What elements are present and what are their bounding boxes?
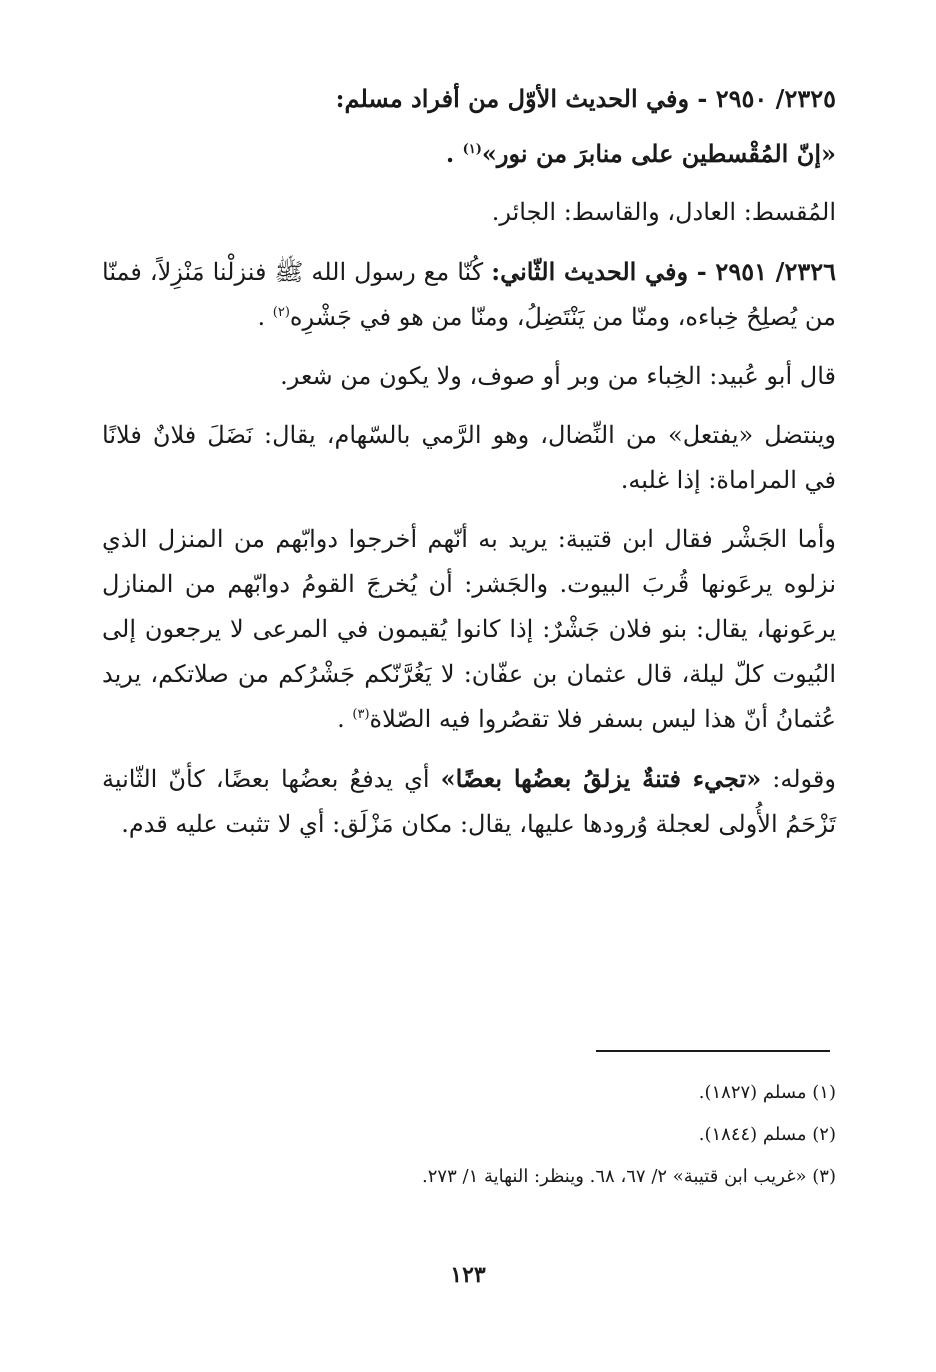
- page-number: ١٢٣: [450, 1262, 486, 1288]
- fitna-text: أي يدفعُ بعضُها بعضًا، كأنّ الثّانية تَزْحَمُ الأُولى لعجلة وُرودها عليها، يقال: مكان مَزْلَق: أي لا تثبت عليه قدم.: [102, 765, 836, 838]
- jashr-text: وأما الجَشْر فقال ابن قتيبة: يريد به أنّهم أخرجوا دوابّهم من المنزل الذي نزلوه يرعَونها قُربَ البيوت. والجَشر: أن يُخرجَ القومُ دوابّهم من المنازل يرعَونها، يقال: بنو فلان جَشْرٌ: إذا كانوا يُقيمون في المرعى لا يرجعون إلى البُيوت كلّ ليلة، قال عثمان بن عفّان: لا يَغُرَّنّكم جَشْرُكم من صلاتكم، يريد عُثمانُ أنّ هذا ليس بسفر فلا تقصُروا فيه الصّلاة: [102, 525, 836, 733]
- footnote-3: (٣) «غريب ابن قتيبة» ٢/ ٦٧، ٦٨. وينظر: النهاية ١/ ٢٧٣.: [422, 1166, 836, 1187]
- yantadil-text: وينتضل «يفتعل» من النِّضال، وهو الرَّمي بالسّهام، يقال: نَضَلَ فلانٌ فلانًا في المراماة: إذا غلبه.: [102, 421, 836, 494]
- yantadil-paragraph: [102, 413, 836, 503]
- hadith-2326-text: كُنّا مع رسول الله ﷺ فنزلْنا مَنْزِلاً، فمنّا من يُصلِحُ خِباءه، ومنّا من يَنْتَضِلُ، ومنّا من هو في جَشْرِه: [102, 258, 836, 331]
- hadith-2325-quote-text: «إنّ المُقْسطين على منابرَ من نور»: [481, 139, 836, 168]
- footnote-2: (٢) مسلم (١٨٤٤).: [698, 1124, 836, 1145]
- main-text: [102, 76, 836, 861]
- footnote-ref-3: (٣): [352, 707, 370, 722]
- hadith-2326-tail: .: [257, 303, 273, 331]
- muqsit-definition-text: المُقسط: العادل، والقاسط: الجائر.: [491, 198, 836, 226]
- footnote-ref-1: (١): [462, 142, 482, 157]
- hadith-2325-quote-tail: .: [445, 139, 463, 168]
- footnotes: [102, 1072, 836, 1198]
- fitna-lead: وقوله:: [761, 765, 836, 793]
- jashr-tail: .: [337, 705, 353, 733]
- footnote-separator: [596, 1050, 830, 1052]
- footnote-1: (١) مسلم (١٨٢٧).: [698, 1082, 836, 1103]
- jashr-paragraph: [102, 517, 836, 742]
- muqsit-definition: [102, 190, 836, 235]
- fitna-quote: «تجيء فتنةٌ يزلقُ بعضُها بعضًا»: [440, 764, 762, 793]
- footnote-ref-2: (٢): [272, 305, 290, 320]
- hadith-2325-quote: [102, 131, 836, 176]
- hadith-2326: [102, 249, 836, 340]
- abu-ubaid-text: قال أبو عُبيد: الخِباء من وبر أو صوف، ولا يكون من شعر.: [280, 362, 836, 390]
- hadith-2325-heading: [102, 76, 836, 121]
- fitna-paragraph: [102, 756, 836, 847]
- abu-ubaid-paragraph: [102, 354, 836, 399]
- hadith-2325-heading-text: ٢٣٢٥/ ٢٩٥٠ - وفي الحديث الأوّل من أفراد مسلم:: [335, 84, 836, 113]
- hadith-2326-heading: ٢٣٢٦/ ٢٩٥١ - وفي الحديث الثّاني:: [491, 257, 837, 286]
